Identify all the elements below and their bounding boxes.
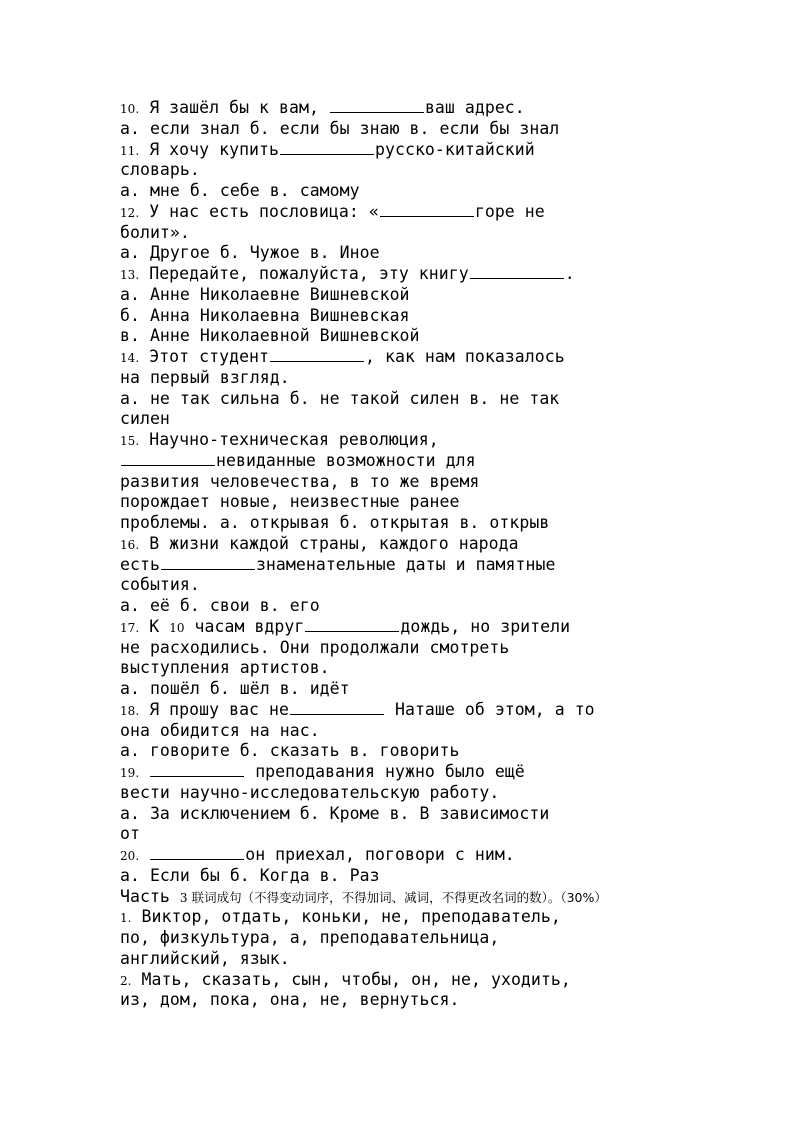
answer-blank[interactable] [290,700,384,715]
inline-number: 3 [179,890,188,905]
line-text-after-blank: преподавания нужно было ещё [245,762,525,781]
line-text: из, дом, пока, она, не, вернуться. [120,990,460,1010]
line-text: а. Если бы б. Когда в. Раз [120,865,380,885]
text-line [120,451,690,472]
answer-blank[interactable] [280,140,374,155]
item-number: 19. [120,766,140,780]
answer-blank[interactable] [305,617,399,632]
text-line [120,430,690,451]
text-line [120,575,690,596]
text-line [120,741,690,762]
text-line [120,285,690,306]
text-line [120,243,690,264]
item-number: 18. [120,703,140,718]
line-text-after-blank: невиданные возможности для [216,450,476,470]
text-line [120,98,690,119]
text-line [120,596,690,617]
line-text: а. Анне Николаевне Вишневской [120,284,410,304]
line-text: У нас есть пословица: « [139,201,379,221]
line-text: а. не так сильна б. не такой силен в. не так [120,388,560,408]
line-text: события. [120,575,200,595]
text-line [120,617,690,638]
text-line [120,472,690,493]
line-text: В жизни каждой страны, каждого народа [139,533,519,553]
answer-blank[interactable] [121,451,215,466]
line-text: а. если знал б. если бы знаю в. если бы знал [120,118,560,138]
answer-blank[interactable] [150,762,244,777]
line-text: Мать, сказать, сын, чтобы, он, не, уходить, [131,969,571,989]
line-text: есть [120,554,160,574]
text-line [120,783,690,804]
text-line [120,368,690,389]
line-text: в. Анне Николаевной Вишневской [120,326,420,346]
line-text-after-blank: , как нам показалось [365,347,565,366]
chinese-instruction: 联词成句（不得变动词序，不得加词、减词，不得更改名词的数）。（30%） [187,889,607,905]
text-line [120,866,690,887]
line-text: а. её б. свои в. его [120,596,320,615]
item-number: 20. [120,849,140,863]
line-text-after-blank: дождь, но зрители [400,616,571,636]
line-text: словарь. [120,160,200,180]
line-text: по, физкультура, а, преподавательница, [120,928,500,947]
line-text: а. За исключением б. Кроме в. В зависимости [120,803,550,823]
line-text: а. Другое б. Чужое в. Иное [120,243,380,263]
answer-blank[interactable] [161,555,255,570]
text-line [120,845,690,866]
line-text [139,845,149,864]
text-line [120,679,690,700]
item-number: 12. [120,205,140,220]
item-number: 1. [120,911,132,926]
text-line [120,140,690,161]
text-line [120,700,690,721]
item-number: 15. [120,434,140,448]
text-line [120,181,690,202]
line-text-after-blank: русско-китайский [375,139,535,159]
line-text: а. мне б. себе в. самому [120,181,360,200]
line-text: К [139,616,170,636]
line-text-after-blank: ваш адрес. [424,98,525,117]
line-text: болит». [120,222,190,242]
line-text: Я зашёл бы к вам, [139,98,329,117]
text-line [120,804,690,825]
text-line [120,721,690,742]
text-line [120,887,690,908]
text-line [120,762,690,783]
line-text: не расходились. Они продолжали смотреть [120,637,510,657]
text-line [120,970,690,991]
text-line [120,492,690,513]
line-text: силен [120,409,170,429]
text-line [120,555,690,576]
item-number: 11. [120,143,140,158]
answer-blank[interactable] [330,98,424,113]
line-text: Научно-техническая революция, [139,430,439,449]
line-text-after-blank: он приехал, поговори с ним. [245,845,515,864]
text-line [120,824,690,845]
line-text: на первый взгляд. [120,367,290,387]
document-page [120,98,690,1011]
line-text-after-blank: Наташе об этом, а то [385,699,595,719]
line-text: английский, язык. [120,948,290,968]
text-line [120,658,690,679]
item-number: 14. [120,351,140,365]
line-text: развития человечества, в то же время [120,471,480,491]
line-text: проблемы. а. открывая б. открытая в. открыв [120,513,550,532]
text-line [120,409,690,430]
line-text: Часть [120,886,180,906]
line-text: а. пошёл б. шёл в. идёт [120,679,350,698]
line-text: б. Анна Николаевна Вишневская [120,305,410,325]
text-line [120,990,690,1011]
answer-blank[interactable] [150,845,244,860]
line-text: Передайте, пожалуйста, эту книгу [139,264,469,283]
line-text-cont: часам вдруг [184,616,305,636]
item-number: 16. [120,537,140,552]
item-number: 17. [120,620,140,635]
answer-blank[interactable] [270,347,364,362]
answer-blank[interactable] [380,202,474,217]
line-text: она обидится на нас. [120,720,320,740]
line-text-after-blank: знаменательные даты и памятные [255,554,556,574]
text-line [120,928,690,949]
text-line [120,907,690,928]
item-number: 2. [120,973,132,988]
line-text: Виктор, отдать, коньки, не, преподаватель, [131,907,561,927]
text-line [120,119,690,140]
item-number: 13. [120,268,140,282]
text-line [120,638,690,659]
line-text: вести научно-исследовательскую работу. [120,782,500,802]
text-line [120,949,690,970]
line-text: а. говорите б. сказать в. говорить [120,741,460,761]
line-text: Этот студент [139,347,270,366]
answer-blank[interactable] [470,264,564,279]
line-text: выступления артистов. [120,658,330,678]
line-text: Я прошу вас не [139,699,289,719]
text-line [120,160,690,181]
text-line [120,326,690,347]
line-text [139,762,149,781]
text-line [120,264,690,285]
text-line [120,306,690,327]
inline-number: 10 [169,620,185,635]
line-text-after-blank: горе не [474,201,545,221]
text-line [120,513,690,534]
line-text: от [120,824,140,844]
line-text: порождает новые, неизвестные ранее [120,492,460,512]
text-line [120,534,690,555]
line-text: Я хочу купить [139,139,280,159]
text-line [120,202,690,223]
text-line [120,389,690,410]
text-line [120,347,690,368]
text-line [120,223,690,244]
line-text-after-blank: . [564,264,575,283]
item-number: 10. [120,102,140,116]
